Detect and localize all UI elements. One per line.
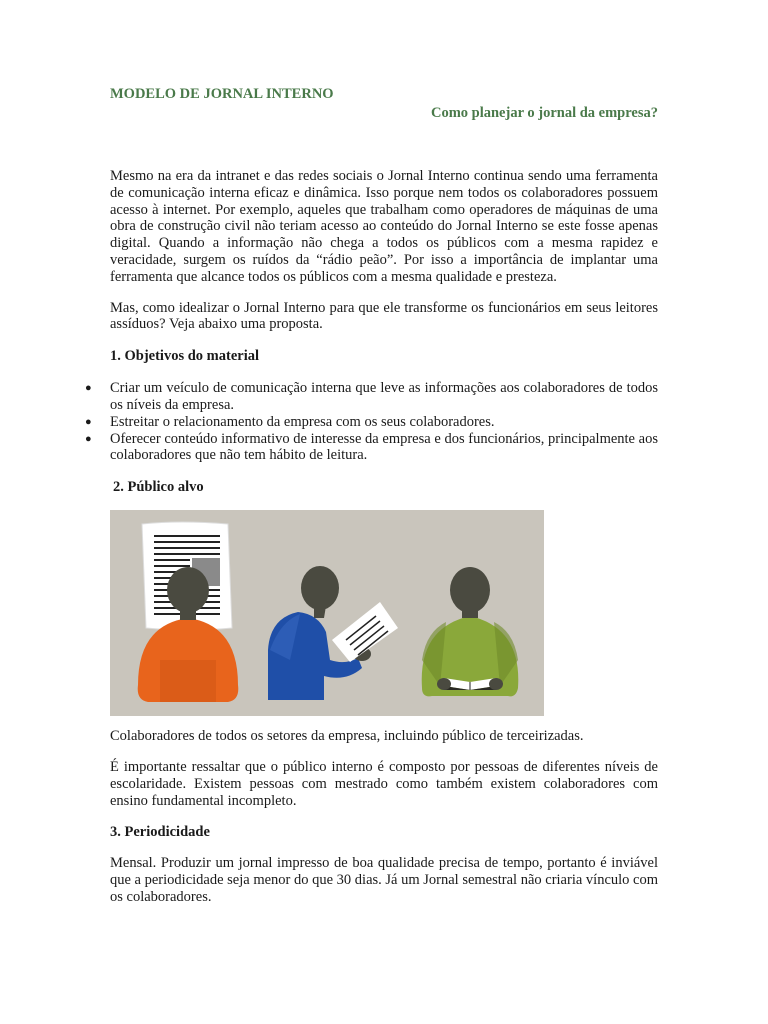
list-item: ● Criar um veículo de comunicação interna que leve as informações aos colaboradores de todos os níveis da empresa. [85,380,658,413]
document-subtitle: Como planejar o jornal da empresa? [430,105,658,121]
section-heading-publico: 2. Público alvo [113,479,204,496]
objectives-list [85,380,658,464]
section-heading-objetivos: 1. Objetivos do material [110,348,260,365]
bullet-icon: ● [85,432,92,445]
people-reading-illustration [110,510,544,716]
list-item: ● Estreitar o relacionamento da empresa com os seus colaboradores. [85,413,495,430]
publico-paragraph: É importante ressaltar que o público interno é composto por pessoas de diferentes níveis de escolaridade. Existem pessoas com mestrado como também existem colaboradores com ensino fundamental incompleto. [110,758,658,809]
blue-person-icon [268,566,398,700]
intro-paragraph-1: Mesmo na era da intranet e das redes sociais o Jornal Interno continua sendo uma ferramenta de comunicação interna eficaz e dinâmica. Isso porque nem todos os colaboradores possuem acesso à internet. Por exemplo, aqueles que trabalham como operadores de máquinas de uma obra de construção civil não teriam acesso ao conteúdo do Jornal Interno se este fosse apenas digital. Quando a informação não chega a todos os públicos com a mesma rapidez e veracidade, surgem os ruídos da “rádio peão”. Por isso a importância de implantar uma ferramenta que alcance todos os públicos com a mesma qualidade e presteza. [110,168,658,285]
green-person-icon [422,567,519,696]
document-content [85,86,658,906]
illustration-caption: Colaboradores de todos os setores da empresa, incluindo público de terceirizadas. [110,728,584,745]
list-item: ● Oferecer conteúdo informativo de interesse da empresa e dos funcionários, principalmente aos colaboradores que não tem hábito de leitura. [85,430,658,464]
intro-paragraph-2: Mas, como idealizar o Jornal Interno para que ele transforme os funcionários em seus leitores assíduos? Veja abaixo uma proposta. [110,299,658,333]
document-title: MODELO DE JORNAL INTERNO [110,86,334,102]
section-heading-periodicidade: 3. Periodicidade [110,824,210,841]
bullet-icon: ● [85,415,92,428]
bullet-icon: ● [85,382,92,395]
periodicidade-paragraph: Mensal. Produzir um jornal impresso de boa qualidade precisa de tempo, portanto é inviável que a periodicidade seja menor do que 30 dias. Já um Jornal semestral não criaria vínculo com os colaboradores. [110,855,658,905]
